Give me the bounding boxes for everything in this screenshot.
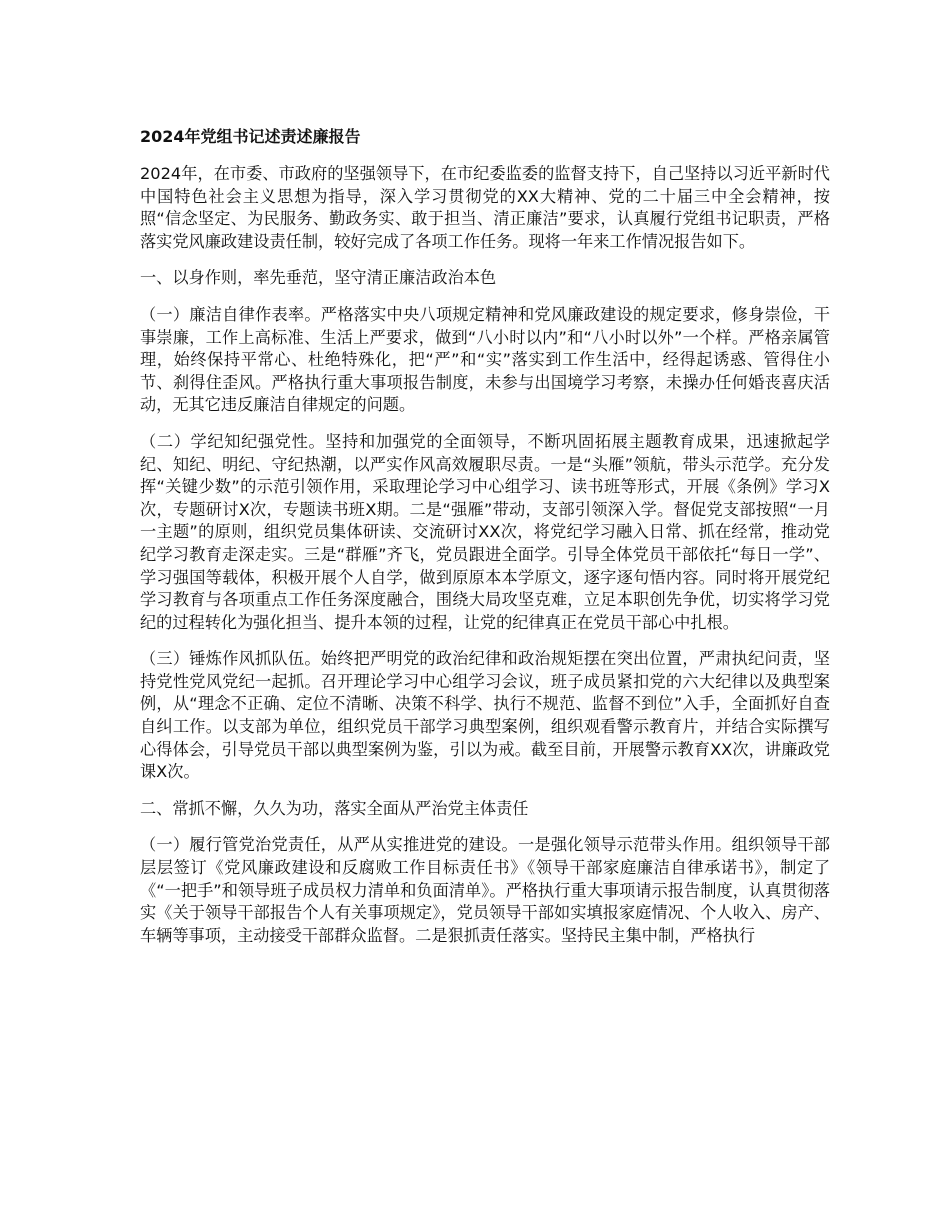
section2-paragraph-1: （一）履行管党治党责任，从严从实推进党的建设。一是强化领导示范带头作用。组织领导干部层层签订《党风廉政建设和反腐败工作目标责任书》《领导干部家庭廉洁自律承诺书》，制定了《“一把手”和领导班子成员权力清单和负面清单》。严格执行重大事项请示报告制度，认真贯彻落实《关于领导干部报告个人有关事项规定》，党员领导干部如实填报家庭情况、个人收入、房产、车辆等事项，主动接受干部群众监督。二是狠抓责任落实。坚持民主集中制，严格执行 xyxy=(140,835,830,945)
document-title: 2024年党组书记述责述廉报告 xyxy=(140,127,361,146)
section-heading-2: 二、常抓不懈，久久为功，落实全面从严治党主体责任 xyxy=(140,798,529,818)
section1-paragraph-3: （三）锤炼作风抓队伍。始终把严明党的政治纪律和政治规矩摆在突出位置，严肃执纪问责，坚持党性党风党纪一起抓。召开理论学习中心组学习会议，班子成员紧扣党的六大纪律以及典型案例，从“理念不正确、定位不清晰、决策不科学、执行不规范、监督不到位”入手，全面抓好自查自纠工作。以支部为单位，组织党员干部学习典型案例，组织观看警示教育片，并结合实际撰写心得体会，引导党员干部以典型案例为鉴，引以为戒。截至目前，开展警示教育XX次，讲廉政党课X次。 xyxy=(140,649,830,782)
section1-paragraph-1: （一）廉洁自律作表率。严格落实中央八项规定精神和党风廉政建设的规定要求，修身崇俭，干事崇廉，工作上高标准、生活上严要求，做到“八小时以内”和“八小时以外”一个样。严格亲属管理，始终保持平常心、杜绝特殊化，把“严”和“实”落实到工作生活中，经得起诱惑、管得住小节、刹得住歪风。严格执行重大事项报告制度，未参与出国境学习考察，未操办任何婚丧喜庆活动，无其它违反廉洁自律规定的问题。 xyxy=(140,304,830,415)
document-body xyxy=(140,126,830,961)
intro-paragraph: 2024年，在市委、市政府的坚强领导下，在市纪委监委的监督支持下，自己坚持以习近平新时代中国特色社会主义思想为指导，深入学习贯彻党的XX大精神、党的二十届三中全会精神，按照“信念坚定、为民服务、勤政务实、敢于担当、清正廉洁”要求，认真履行党组书记职责，严格落实党风廉政建设责任制，较好完成了各项工作任务。现将一年来工作情况报告如下。 xyxy=(140,164,830,251)
section1-paragraph-2: （二）学纪知纪强党性。坚持和加强党的全面领导，不断巩固拓展主题教育成果，迅速掀起学纪、知纪、明纪、守纪热潮，以严实作风高效履职尽责。一是“头雁”领航，带头示范学。充分发挥“关键少数”的示范引领作用，采取理论学习中心组学习、读书班等形式，开展《条例》学习X次，专题研讨X次，专题读书班X期。二是“强雁”带动，支部引领深入学。督促党支部按照“一月一主题”的原则，组织党员集体研读、交流研讨XX次，将党纪学习融入日常、抓在经常，推动党纪学习教育走深走实。三是“群雁”齐飞，党员跟进全面学。引导全体党员干部依托“每日一学”、学习强国等载体，积极开展个人自学，做到原原本本学原文，逐字逐句悟内容。同时将开展党纪学习教育与各项重点工作任务深度融合，围绕大局攻坚克难，立足本职创先争优，切实将学习党纪的过程转化为强化担当、提升本领的过程，让党的纪律真正在党员干部心中扎根。 xyxy=(140,431,830,632)
section-heading-1: 一、以身作则，率先垂范，坚守清正廉洁政治本色 xyxy=(140,268,497,288)
